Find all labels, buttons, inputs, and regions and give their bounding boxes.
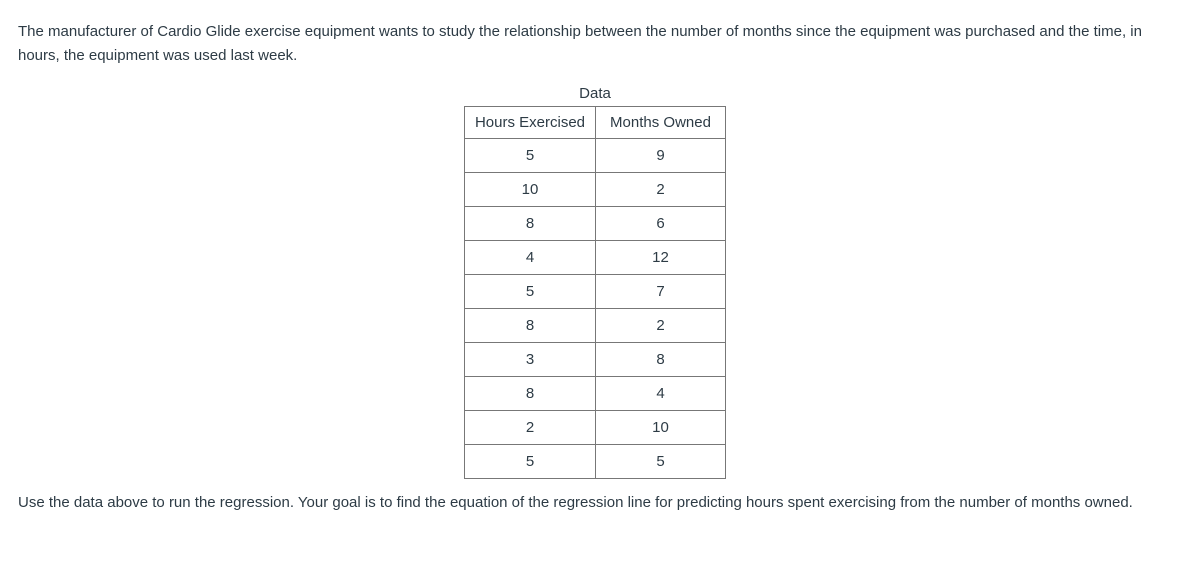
- months-owned-cell: 10: [596, 411, 726, 445]
- table-row: [465, 445, 726, 479]
- months-owned-cell: 2: [596, 309, 726, 343]
- table-row: [465, 139, 726, 173]
- table-row: [465, 309, 726, 343]
- table-row: [465, 411, 726, 445]
- hours-exercised-cell: 5: [465, 139, 596, 173]
- hours-exercised-cell: 4: [465, 241, 596, 275]
- table-header-row: [465, 107, 726, 139]
- hours-exercised-cell: 5: [465, 445, 596, 479]
- table-row: [465, 241, 726, 275]
- hours-exercised-cell: 5: [465, 275, 596, 309]
- column-header-months-owned: Months Owned: [596, 107, 726, 139]
- months-owned-cell: 8: [596, 343, 726, 377]
- hours-exercised-cell: 2: [465, 411, 596, 445]
- table-caption: Data: [579, 85, 611, 102]
- months-owned-cell: 12: [596, 241, 726, 275]
- months-owned-cell: 5: [596, 445, 726, 479]
- hours-exercised-cell: 10: [465, 173, 596, 207]
- hours-exercised-cell: 8: [465, 309, 596, 343]
- months-owned-cell: 9: [596, 139, 726, 173]
- table-row: [465, 275, 726, 309]
- table-row: [465, 377, 726, 411]
- data-table: [464, 106, 726, 479]
- hours-exercised-cell: 3: [465, 343, 596, 377]
- table-row: [465, 207, 726, 241]
- table-row: [465, 173, 726, 207]
- months-owned-cell: 2: [596, 173, 726, 207]
- table-row: [465, 343, 726, 377]
- months-owned-cell: 7: [596, 275, 726, 309]
- hours-exercised-cell: 8: [465, 207, 596, 241]
- problem-intro-text: The manufacturer of Cardio Glide exercise equipment wants to study the relationship between the number of months since the equipment was purchased and the time, in hours, the equipment was used last week.: [18, 23, 1142, 64]
- months-owned-cell: 6: [596, 207, 726, 241]
- column-header-hours-exercised: Hours Exercised: [465, 107, 596, 139]
- months-owned-cell: 4: [596, 377, 726, 411]
- hours-exercised-cell: 8: [465, 377, 596, 411]
- instruction-text: Use the data above to run the regression. Your goal is to find the equation of the regression line for predicting hours spent exercising from the number of months owned.: [18, 494, 1133, 511]
